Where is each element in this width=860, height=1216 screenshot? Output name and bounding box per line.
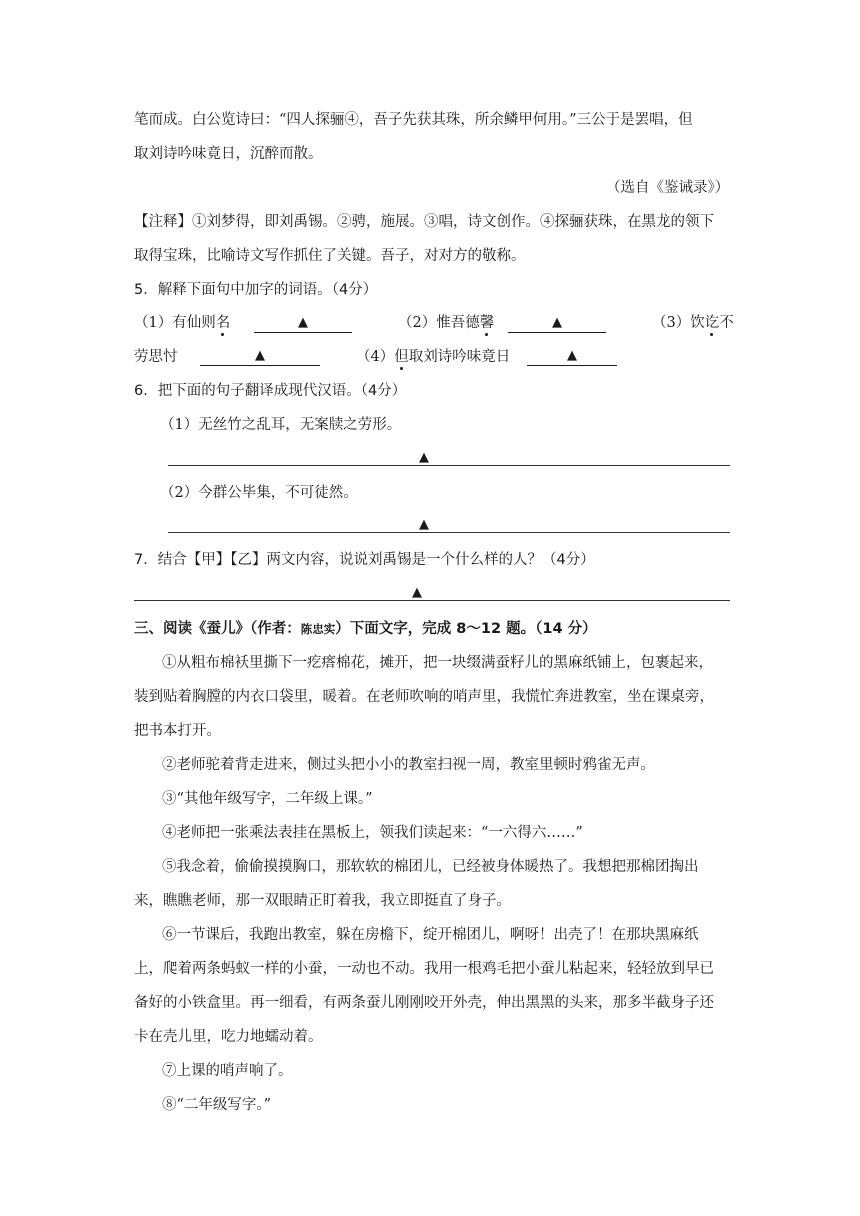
paragraph-5-line: 来，瞧瞧老师，那一双眼睛正盯着我，我立即挺直了身子。 (134, 893, 511, 909)
q5-item-3-cont: 劳思忖 (134, 349, 178, 365)
paragraph-6-line: ⑥一节课后，我跑出教室，躲在房檐下，绽开棉团儿，啊呀！出壳了！在那块黑麻纸 (162, 927, 699, 943)
q6-sentence-1: （1）无丝竹之乱耳，无案牍之劳形。 (160, 417, 402, 433)
dotted-char: 馨 (479, 315, 495, 331)
paragraph-8: ⑧“二年级写字。” (162, 1097, 272, 1113)
paragraph-3: ③“其他年级写字，二年级上课。” (162, 791, 373, 807)
passage-line: 取刘诗吟味竟日，沉醉而散。 (134, 146, 323, 162)
question-7-stem: 7．结合【甲】【乙】两文内容，说说刘禹锡是一个什么样的人？（4分） (134, 552, 595, 568)
q5-item-2: （2）惟吾德馨 (398, 315, 495, 331)
dotted-char: 讫 (704, 315, 720, 331)
question-6-stem: 6．把下面的句子翻译成现代汉语。（4分） (134, 383, 407, 399)
paragraph-6-line: 备好的小铁盒里。再一细看，有两条蚕儿刚刚咬开外壳，伸出黑黑的头来，那多半截身子还 (134, 995, 714, 1011)
answer-line[interactable] (134, 600, 730, 601)
paragraph-2: ②老师驼着背走进来，侧过头把小小的教室扫视一周，教室里顿时鸦雀无声。 (162, 757, 655, 773)
q5-item-3: （3）饮讫不 (652, 315, 734, 331)
answer-mark: ▲ (419, 450, 429, 465)
question-5-stem: 5．解释下面句中加字的词语。（4分） (134, 282, 378, 298)
notes-line: 取得宝珠，比喻诗文写作抓住了关键。吾子，对对方的敬称。 (134, 248, 526, 264)
answer-line[interactable] (168, 465, 730, 466)
q6-sentence-2: （2）今群公毕集，不可徒然。 (160, 485, 358, 501)
dotted-char: 但 (394, 349, 409, 365)
passage-line: 笔而成。白公览诗曰：“四人探骊④，吾子先获其珠，所余鳞甲何用。”三公于是罢唱，但 (134, 112, 693, 128)
section-3-heading: 三、阅读《蚕儿》（作者：陈忠实）下面文字，完成 8～12 题。（14 分） (134, 621, 597, 637)
answer-blank[interactable]: ▲ (200, 347, 320, 366)
answer-line[interactable] (168, 532, 730, 533)
dotted-char: 名 (215, 315, 231, 331)
answer-mark: ▲ (412, 585, 422, 600)
answer-blank[interactable]: ▲ (508, 314, 606, 333)
paragraph-1-line: 把书本打开。 (134, 723, 221, 739)
paragraph-7: ⑦上课的哨声响了。 (162, 1063, 293, 1079)
passage-source: （选自《鉴诫录》） (606, 180, 730, 196)
answer-mark: ▲ (419, 517, 429, 532)
q5-item-4: （4）但取刘诗吟味竟日 (356, 349, 511, 365)
paragraph-5-line: ⑤我念着，偷偷摸摸胸口，那软软的棉团儿，已经被身体暖热了。我想把那棉团掏出 (162, 859, 699, 875)
paragraph-1-line: 装到贴着胸膛的内衣口袋里，暖着。在老师吹响的哨声里，我慌忙奔进教室，坐在课桌旁， (134, 689, 714, 705)
paragraph-1-line: ①从粗布棉袄里撕下一疙瘩棉花，摊开，把一块缀满蚕籽儿的黑麻纸铺上，包裹起来， (162, 655, 713, 671)
answer-blank[interactable]: ▲ (254, 314, 352, 333)
paragraph-6-line: 卡在壳儿里，吃力地蠕动着。 (134, 1029, 323, 1045)
answer-blank[interactable]: ▲ (527, 347, 617, 366)
paragraph-4: ④老师把一张乘法表挂在黑板上，领我们读起来：“一六得六……” (162, 825, 583, 841)
paragraph-6-line: 上，爬着两条蚂蚁一样的小蚕，一动也不动。我用一根鸡毛把小蚕儿粘起来，轻轻放到早已 (134, 961, 714, 977)
notes-line: 【注释】①刘梦得，即刘禹锡。②骋，施展。③唱，诗文创作。④探骊获珠，在黑龙的领下 (134, 214, 714, 230)
q5-item-1: （1）有仙则名 (134, 315, 231, 331)
